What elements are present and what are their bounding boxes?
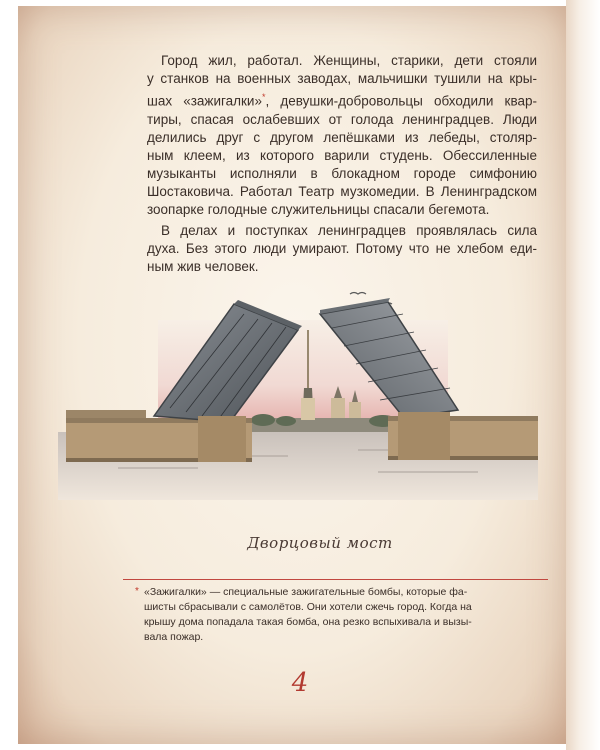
text-line — [147, 88, 537, 111]
text-line: духа. Без этого люди умирают. Потому что не хлебом еди- — [147, 241, 537, 256]
text-fragment: , девушки-добровольцы обходили квар- — [265, 93, 537, 109]
page-edge — [566, 0, 600, 750]
text-line: тиры, спасая ослабевших от голода ленинградцев. Люди — [147, 111, 537, 127]
text-line: ным клеем, из которого варили студень. Обессиленные — [147, 147, 537, 163]
palace-bridge-illustration — [58, 290, 538, 500]
footnote-line: шисты сбрасывали с самолётов. Они хотели сжечь город. Когда на — [144, 601, 472, 613]
body-paragraph-2 — [147, 222, 537, 276]
text-line: ным жив человек. — [147, 259, 259, 274]
body-paragraph-1 — [147, 52, 537, 219]
text-line: делились друг с другом лепёшками из лебеды, столяр- — [147, 129, 537, 145]
footnote-line: вала пожар. — [144, 631, 204, 643]
footnote-divider — [123, 579, 548, 580]
text-fragment: шах «зажигалки» — [147, 93, 262, 109]
footnote-line: крышу дома попадала такая бомба, она резко вспыхивала и вызы- — [144, 616, 472, 628]
text-line: В делах и поступках ленинградцев проявлялась сила — [161, 223, 537, 238]
text-line: Город жил, работал. Женщины, старики, дети стояли — [161, 53, 537, 68]
text-line: Шостаковича. Работал Театр музкомедии. В Ленинградском — [147, 183, 537, 199]
footnote-marker: * — [135, 586, 139, 597]
text-line: у станков на военных заводах, мальчишки тушили на кры- — [147, 71, 537, 86]
text-line: зоопарке голодные служительницы спасали бегемота. — [147, 201, 490, 217]
illustration-caption: Дворцовый мост — [247, 534, 393, 552]
text-line: музыканты исполняли в блокадном городе симфонию — [147, 165, 537, 181]
footnote-reference[interactable]: * — [261, 92, 266, 102]
footnote — [144, 585, 536, 645]
page-number: 4 — [291, 668, 309, 698]
footnote-line: «Зажигалки» — специальные зажигательные бомбы, которые фа- — [144, 586, 468, 598]
